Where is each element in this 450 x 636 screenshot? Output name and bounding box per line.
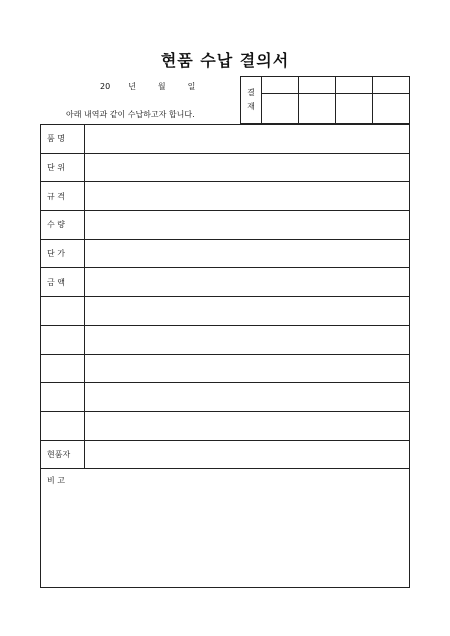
- approval-header-cell[interactable]: [262, 77, 299, 94]
- approval-label: 결 재: [241, 77, 262, 124]
- form-row-value[interactable]: [85, 411, 410, 440]
- form-row-label: 규 격: [41, 182, 85, 211]
- form-row-label: 단 위: [41, 153, 85, 182]
- form-row-value[interactable]: [85, 268, 410, 297]
- form-row-label: 현품자: [41, 440, 85, 469]
- form-row-value[interactable]: [85, 239, 410, 268]
- date-year: 년: [128, 82, 136, 91]
- approval-header-cell[interactable]: [336, 77, 373, 94]
- form-table: [40, 124, 410, 588]
- date-line: [100, 81, 195, 92]
- form-row-value[interactable]: [85, 440, 410, 469]
- form-row-value[interactable]: [85, 182, 410, 211]
- form-row-label: [41, 354, 85, 383]
- form-row: [41, 125, 410, 154]
- form-row-label: [41, 383, 85, 412]
- form-row-value[interactable]: [85, 297, 410, 326]
- form-row: [41, 211, 410, 240]
- form-row-label: [41, 325, 85, 354]
- approval-box: [240, 76, 410, 124]
- approval-sign-cell[interactable]: [373, 94, 410, 124]
- approval-sign-cell[interactable]: [336, 94, 373, 124]
- form-row-value[interactable]: [85, 354, 410, 383]
- form-row: [41, 153, 410, 182]
- form-row-label: 수 량: [41, 211, 85, 240]
- date-month: 월: [157, 82, 166, 91]
- form-row-value[interactable]: [85, 153, 410, 182]
- form-row: [41, 354, 410, 383]
- form-row-label: 품 명: [41, 125, 85, 154]
- form-row-value[interactable]: [85, 125, 410, 154]
- form-row-value[interactable]: [85, 383, 410, 412]
- form-row-label: [41, 411, 85, 440]
- date-year-prefix: 20: [100, 82, 111, 91]
- form-row: [41, 268, 410, 297]
- form-row-label: 금 액: [41, 268, 85, 297]
- form-row-label: [41, 297, 85, 326]
- approval-header-cell[interactable]: [299, 77, 336, 94]
- form-row: [41, 239, 410, 268]
- remarks-label: 비 고: [47, 476, 65, 486]
- document-title: 현품 수납 결의서: [160, 51, 290, 70]
- date-day: 일: [187, 82, 196, 91]
- form-row: [41, 411, 410, 440]
- form-row: [41, 297, 410, 326]
- approval-sign-cell[interactable]: [299, 94, 336, 124]
- intro-text: 아래 내역과 같이 수납하고자 합니다.: [66, 110, 195, 119]
- approval-header-cell[interactable]: [373, 77, 410, 94]
- form-row-value[interactable]: [85, 211, 410, 240]
- form-row: [41, 325, 410, 354]
- form-row: [41, 182, 410, 211]
- approval-sign-cell[interactable]: [262, 94, 299, 124]
- form-row-label: 단 가: [41, 239, 85, 268]
- form-row: [41, 383, 410, 412]
- remarks-field[interactable]: [41, 469, 410, 588]
- form-row-value[interactable]: [85, 325, 410, 354]
- form-row: [41, 440, 410, 469]
